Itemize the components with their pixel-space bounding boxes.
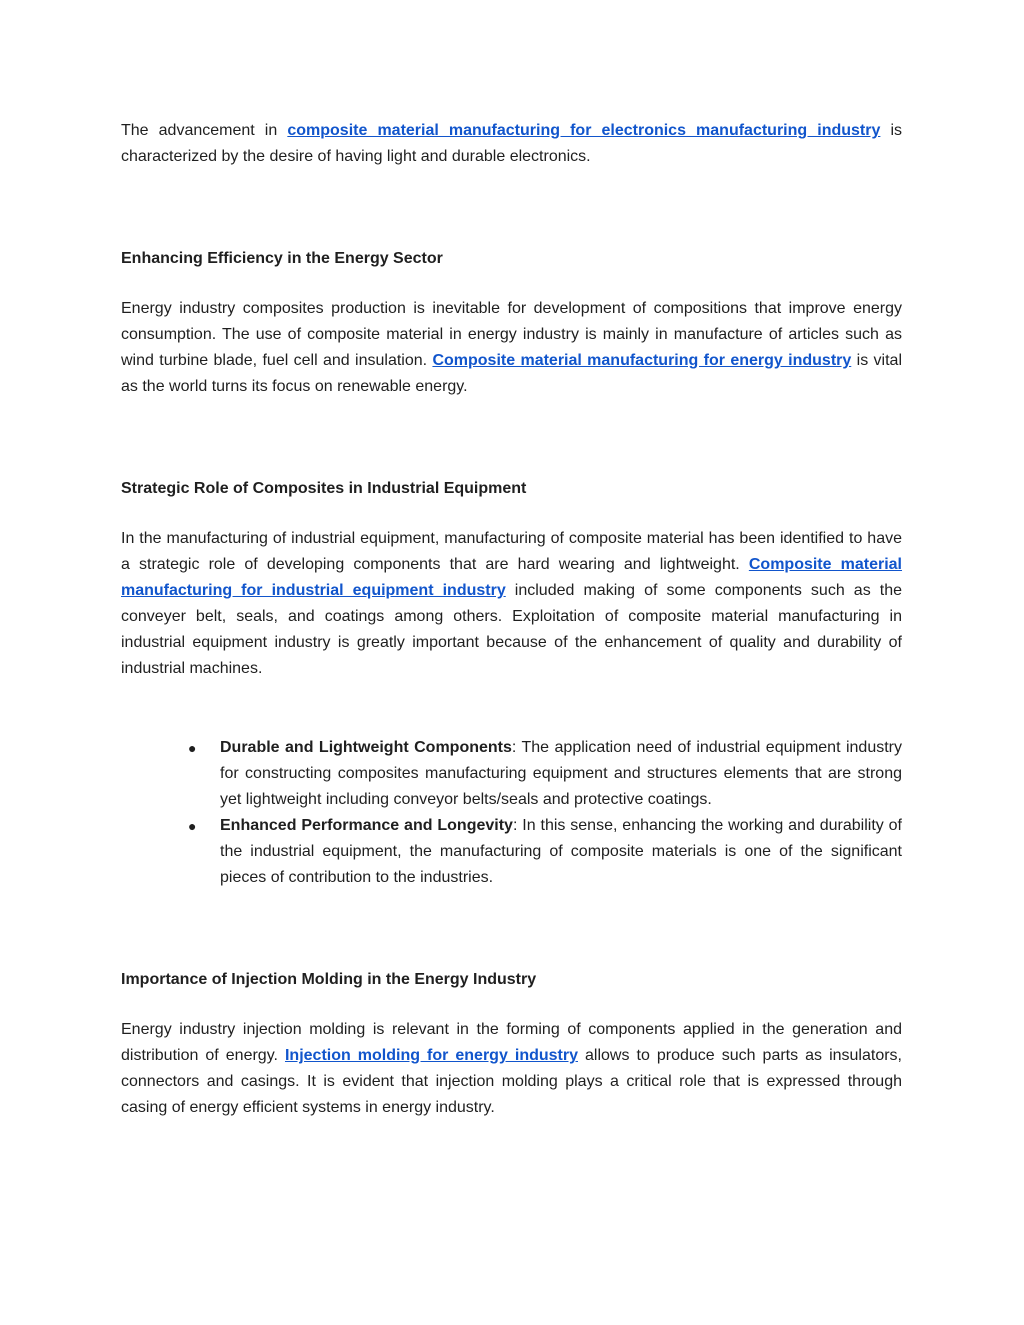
industrial-paragraph xyxy=(121,526,902,682)
bullet-icon: ● xyxy=(188,740,197,756)
list-item xyxy=(188,735,902,813)
industrial-text-after: included making of some components such as the conveyer belt, seals, and coatings among others. Exploitation of composite material manufacturing in industrial equipment industry is greatly important because of the enhancement of quality and durability of industrial machines. xyxy=(121,582,903,677)
injection-text-before: Energy industry injection molding is relevant in the forming of components applied in the generation and distribution of energy. xyxy=(121,1021,902,1064)
injection-paragraph xyxy=(121,1017,902,1121)
injection-molding-link[interactable]: Injection molding for energy industry xyxy=(284,1047,578,1064)
bullet-text: : In this sense, enhancing the working and durability of the industrial equipment, the manufacturing of composite materials is one of the significant pieces of contribution to the industries. xyxy=(220,817,902,886)
intro-paragraph xyxy=(121,118,902,170)
industrial-bullet-list xyxy=(121,735,902,891)
industrial-text-before: In the manufacturing of industrial equipment, manufacturing of composite material has been identified to have a strategic role of developing components that are hard wearing and lightweight. xyxy=(121,530,902,573)
bullet-text: : The application need of industrial equipment industry for constructing composites manufacturing equipment and structures elements that are strong yet lightweight including conveyor belts/seals and protective coatings. xyxy=(220,739,902,808)
industrial-section-heading: Strategic Role of Composites in Industrial Equipment xyxy=(121,480,527,497)
energy-composite-link[interactable]: Composite material manufacturing for energy industry xyxy=(432,352,852,369)
energy-section-heading: Enhancing Efficiency in the Energy Sector xyxy=(121,250,443,267)
injection-section-heading: Importance of Injection Molding in the Energy Industry xyxy=(121,971,537,988)
electronics-composite-link[interactable]: composite material manufacturing for electronics manufacturing industry xyxy=(287,122,881,139)
intro-text-after: is characterized by the desire of having light and durable electronics. xyxy=(121,122,903,165)
energy-text-before: Energy industry composites production is inevitable for development of compositions that improve energy consumption. The use of composite material in energy industry is mainly in manufacture of articles such as wind turbine blade, fuel cell and insulation. xyxy=(121,300,902,369)
energy-text-after: is vital as the world turns its focus on renewable energy. xyxy=(121,352,902,395)
industrial-composite-link[interactable]: Composite material manufacturing for industrial equipment industry xyxy=(121,556,903,599)
bullet-icon: ● xyxy=(188,818,197,834)
document-page xyxy=(121,118,902,1121)
intro-text-before: The advancement in xyxy=(121,122,288,139)
bullet-title: Durable and Lightweight Components xyxy=(220,739,512,756)
bullet-title: Enhanced Performance and Longevity xyxy=(220,817,513,834)
list-item xyxy=(188,813,902,891)
energy-paragraph xyxy=(121,296,902,400)
injection-text-after: allows to produce such parts as insulators, connectors and casings. It is evident that injection molding plays a critical role that is expressed through casing of energy efficient systems in energy industry. xyxy=(121,1047,903,1116)
